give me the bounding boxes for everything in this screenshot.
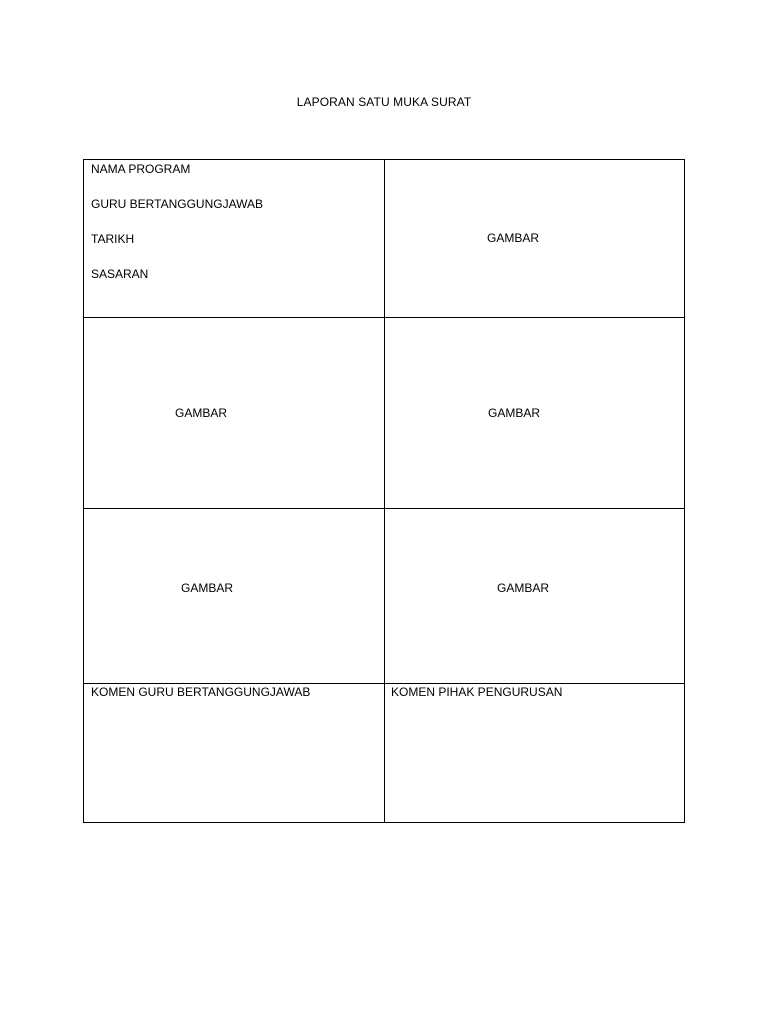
image-placeholder-row2-right: GAMBAR: [488, 406, 541, 420]
management-comment-label: KOMEN PIHAK PENGURUSAN: [391, 685, 563, 699]
image-placeholder-row1-right: GAMBAR: [487, 231, 540, 245]
column-divider: [384, 160, 385, 822]
image-placeholder-row2-left: GAMBAR: [175, 406, 228, 420]
field-sasaran: SASARAN: [91, 267, 149, 281]
image-placeholder-row3-right: GAMBAR: [497, 581, 550, 595]
field-nama-program: NAMA PROGRAM: [91, 162, 191, 176]
field-guru-bertanggungjawab: GURU BERTANGGUNGJAWAB: [91, 197, 264, 211]
image-placeholder-row3-left: GAMBAR: [181, 581, 234, 595]
page-title: LAPORAN SATU MUKA SURAT: [296, 95, 472, 109]
teacher-comment-label: KOMEN GURU BERTANGGUNGJAWAB: [91, 685, 311, 699]
row-divider-3: [84, 683, 684, 684]
row-divider-1: [84, 317, 684, 318]
report-table: [83, 159, 685, 823]
field-tarikh: TARIKH: [91, 232, 135, 246]
program-info-list: [91, 162, 263, 302]
row-divider-2: [84, 508, 684, 509]
